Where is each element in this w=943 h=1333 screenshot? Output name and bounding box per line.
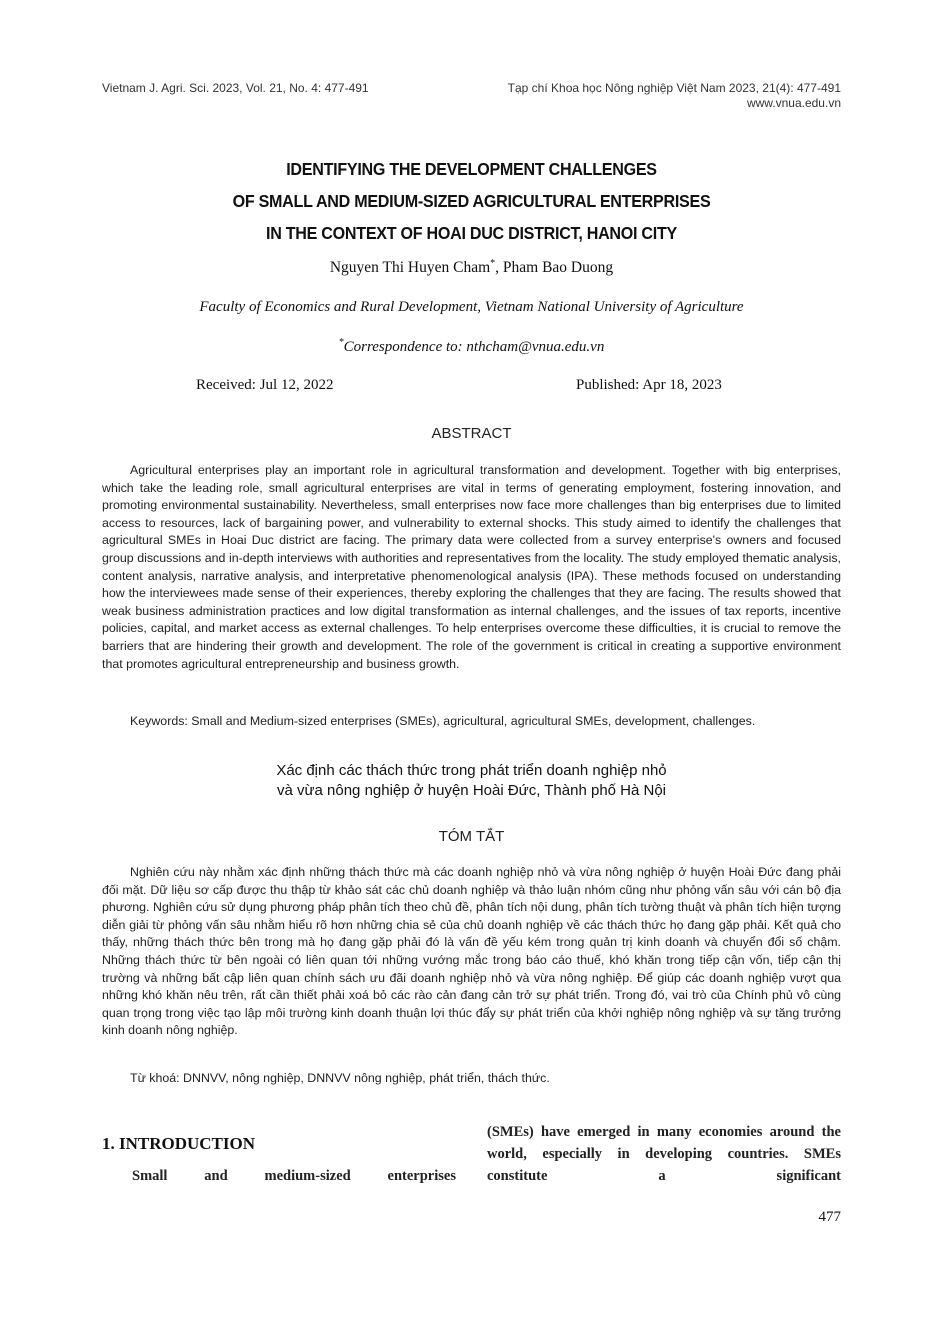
vietnamese-abstract-heading: TÓM TẮT — [438, 828, 505, 845]
introduction-heading: 1. INTRODUCTION — [102, 1134, 256, 1153]
author-first: Nguyen Thi Huyen Cham — [329, 259, 491, 277]
paper-title-line-3: IN THE CONTEXT OF HOAI DUC DISTRICT, HANOI CITY — [265, 223, 678, 243]
vietnamese-title-line-1: Xác định các thách thức trong phát triển doanh nghiệp nhỏ — [276, 762, 667, 779]
corresponding-mark: * — [490, 258, 496, 269]
vietnamese-title-line-2: và vừa nông nghiệp ở huyện Hoài Đức, Thành phố Hà Nội — [276, 782, 667, 799]
received-date: Received: Jul 12, 2022 — [196, 377, 334, 393]
paper-title — [93, 153, 850, 249]
correspondence-mark: * — [338, 337, 344, 348]
paper-title-line-2: OF SMALL AND MEDIUM-SIZED AGRICULTURAL ENTERPRISES — [232, 191, 711, 211]
introduction-right-column: (SMEs) have emerged in many economies around the world, especially in developing countries. SMEs constitute a significant — [487, 1124, 841, 1184]
journal-citation-vn — [508, 81, 841, 111]
vietnamese-abstract-body: Nghiên cứu này nhằm xác định những thách thức mà các doanh nghiệp nhỏ và vừa nông nghiệp ở huyện Hoài Đức đang phải đối mặt. Dữ liệu sơ cấp được thu thập từ khảo sát các chủ doanh nghiệp và thảo luận nhóm cũng như phỏng vấn sâu với cán bộ địa phương. Nghiên cứu sử dụng phương pháp phân tích theo chủ đề, phân tích nội dung, phân tích tường thuật và phân tích hiện tượng diễn giải từ phỏng vấn sâu nhằm hiểu rõ hơn những chia sẻ của chủ doanh nghiệp về các thách thức họ đang gặp phải. Kết quả cho thấy, những thách thức bên trong mà họ đang gặp phải đó là vấn đề yếu kém trong quản trị kinh doanh và chuyển đổi số chậm. Những thách thức từ bên ngoài có liên quan tới những vướng mắc trong báo cáo thuế, khó khăn trong tiếp cận vốn, tiếp cận thị trường và những bất cập liên quan chính sách ưu đãi doanh nghiệp nhỏ và vừa nông nghiệp. Để giúp các doanh nghiệp vượt qua những khó khăn nêu trên, rất cần thiết phải xoá bỏ các rào cản đang cản trở sự phát triển. Trong đó, vai trò của Chính phủ vô cùng quan trọng trong việc tạo lập môi trường kinh doanh thuận lợi thúc đẩy sự phát triển của khởi nghiệp nông nghiệp và sự tăng trưởng kinh doanh nông nghiệp. — [102, 865, 841, 1038]
vietnamese-title — [0, 761, 943, 801]
published-date: Published: Apr 18, 2023 — [576, 377, 722, 393]
page-number: 477 — [818, 1209, 841, 1225]
affiliation: Faculty of Economics and Rural Development, Vietnam National University of Agriculture — [199, 299, 744, 315]
vietnamese-keywords: Từ khoá: DNNVV, nông nghiệp, DNNVV nông nghiệp, phát triển, thách thức. — [130, 1071, 550, 1085]
abstract-keywords: Keywords: Small and Medium-sized enterprises (SMEs), agricultural, agricultural SMEs, development, challenges. — [130, 714, 756, 728]
author-rest: , Pham Bao Duong — [495, 259, 614, 277]
journal-website: www.vnua.edu.vn — [746, 96, 841, 110]
introduction-left-column: Small and medium-sized enterprises — [132, 1168, 456, 1184]
correspondence — [0, 337, 943, 356]
abstract-body: Agricultural enterprises play an important role in agricultural transformation and development. Together with big enterprises, which take the leading role, small agricultural enterprises are vital in terms of generating employment, fostering innovation, and promoting environmental sustainability. Nevertheless, small enterprises now face more challenges than big enterprises due to limited access to resources, lack of bargaining power, and vulnerability to external shocks. This study aimed to identify the challenges that agricultural SMEs in Hoai Duc district are facing. The primary data were collected from a survey enterprise's owners and focused group discussions and in-depth interviews with authorities and representatives from the locality. The study employed thematic analysis, content analysis, narrative analysis, and interpretative phenomenological analysis (IPA). These methods focused on understanding how the interviewees made sense of their experiences, thereby exploring the challenges that they are facing. The results showed that weak business administration practices and low digital transformation as internal challenges, and the issues of tax reports, incentive policies, capital, and market access as external challenges. To help enterprises overcome these difficulties, it is crucial to remove the barriers that are hindering their growth and development. The role of the government is critical in creating a supportive environment that promotes agricultural entrepreneurship and business growth. — [102, 463, 841, 671]
abstract-heading: ABSTRACT — [431, 425, 512, 442]
journal-citation-vn-line: Tạp chí Khoa học Nông nghiệp Việt Nam 2023, 21(4): 477-491 — [507, 81, 841, 95]
paper-title-line-1: IDENTIFYING THE DEVELOPMENT CHALLENGES — [286, 159, 657, 179]
correspondence-text: Correspondence to: nthcham@vnua.edu.vn — [343, 339, 605, 355]
journal-citation-en: Vietnam J. Agri. Sci. 2023, Vol. 21, No. 4: 477-491 — [102, 81, 369, 95]
author-list — [0, 258, 943, 277]
